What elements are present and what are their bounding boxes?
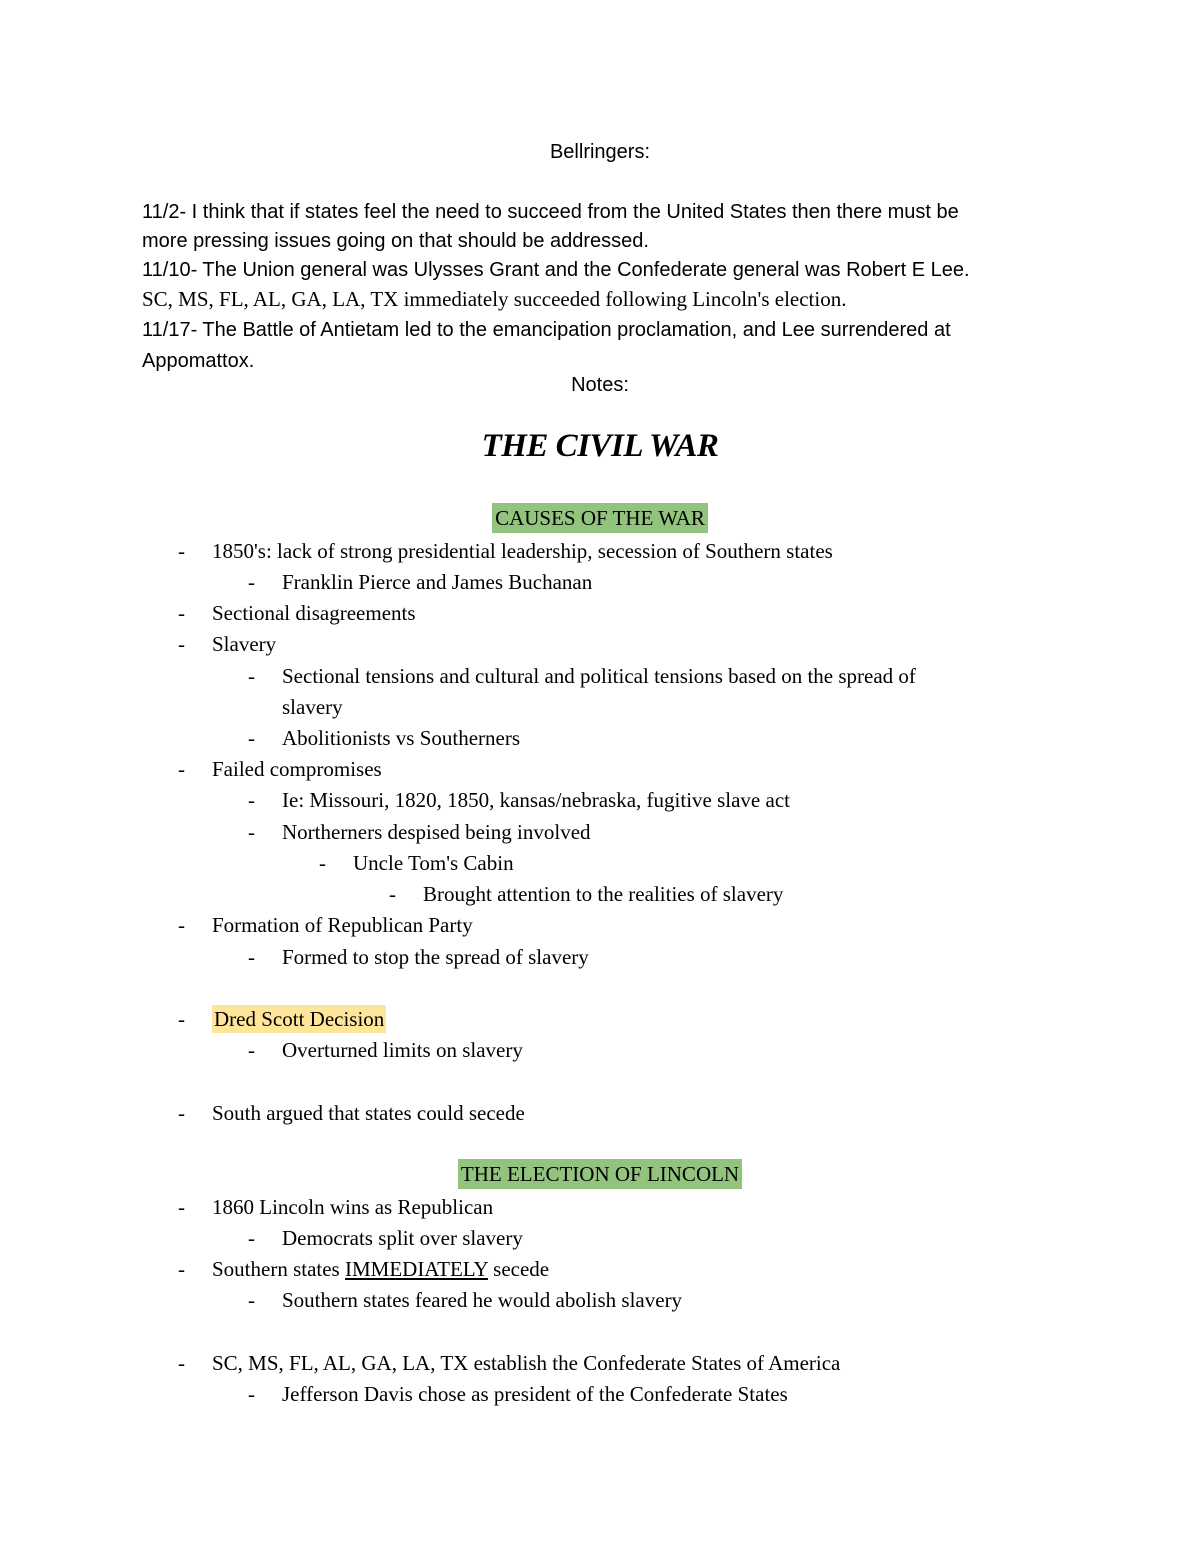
bellringer-line: Appomattox. bbox=[142, 350, 255, 372]
list-item bbox=[248, 1224, 523, 1252]
list-item bbox=[178, 1005, 386, 1033]
list-item bbox=[248, 1380, 788, 1408]
bullet-dash: - bbox=[248, 1226, 255, 1250]
bullet-dash: - bbox=[389, 882, 396, 906]
list-item bbox=[248, 818, 591, 846]
underlined-text: IMMEDIATELY bbox=[344, 1257, 488, 1281]
bullet-dash: - bbox=[319, 851, 326, 875]
list-item-text: Uncle Tom's Cabin bbox=[353, 851, 514, 875]
list-item-text: Sectional disagreements bbox=[212, 601, 416, 625]
bullet-dash: - bbox=[178, 757, 185, 781]
list-item-text: Formation of Republican Party bbox=[212, 913, 473, 937]
section-heading-label: THE ELECTION OF LINCOLN bbox=[458, 1159, 742, 1189]
bellringers-title: Bellringers: bbox=[549, 141, 651, 163]
bellringer-line: 11/2- I think that if states feel the need to succeed from the United States then there must be bbox=[142, 201, 959, 223]
bullet-dash: - bbox=[248, 664, 255, 688]
section-heading-election bbox=[0, 1162, 1200, 1187]
list-item bbox=[389, 880, 784, 908]
list-item-text: Brought attention to the realities of slavery bbox=[423, 882, 784, 906]
list-item bbox=[248, 568, 593, 596]
bullet-dash: - bbox=[248, 945, 255, 969]
bullet-dash: - bbox=[178, 913, 185, 937]
list-item-text: Jefferson Davis chose as president of the Confederate States bbox=[282, 1382, 788, 1406]
bullet-dash: - bbox=[178, 601, 185, 625]
bullet-dash: - bbox=[248, 1288, 255, 1312]
bullet-dash: - bbox=[248, 570, 255, 594]
notes-label: Notes: bbox=[571, 374, 629, 396]
list-item-continuation bbox=[282, 693, 343, 721]
bellringer-line: more pressing issues going on that should be addressed. bbox=[142, 230, 649, 252]
list-item-text: Democrats split over slavery bbox=[282, 1226, 523, 1250]
list-item bbox=[178, 630, 277, 658]
list-item-text: Southern states bbox=[212, 1257, 345, 1281]
list-item-text: Slavery bbox=[212, 632, 277, 656]
bellringer-line: SC, MS, FL, AL, GA, LA, TX immediately succeeded following Lincoln's election. bbox=[142, 287, 847, 311]
list-item-text: SC, MS, FL, AL, GA, LA, TX establish the Confederate States of America bbox=[212, 1351, 841, 1375]
list-item-text: Abolitionists vs Southerners bbox=[282, 726, 521, 750]
list-item-text: 1860 Lincoln wins as Republican bbox=[212, 1195, 494, 1219]
list-item-text: Franklin Pierce and James Buchanan bbox=[282, 570, 593, 594]
page-title: THE CIVIL WAR bbox=[481, 428, 719, 464]
list-item bbox=[248, 724, 521, 752]
bullet-dash: - bbox=[178, 1007, 185, 1031]
list-item-text: secede bbox=[487, 1257, 550, 1281]
list-item bbox=[178, 1193, 494, 1221]
list-item-text: Ie: Missouri, 1820, 1850, kansas/nebraska, fugitive slave act bbox=[282, 788, 790, 812]
bullet-dash: - bbox=[178, 539, 185, 563]
list-item-text: Formed to stop the spread of slavery bbox=[282, 945, 589, 969]
list-item bbox=[178, 1255, 550, 1283]
bullet-dash: - bbox=[178, 1195, 185, 1219]
list-item bbox=[248, 786, 790, 814]
bullet-dash: - bbox=[248, 1382, 255, 1406]
list-item-text: Northerners despised being involved bbox=[282, 820, 591, 844]
list-item-text: slavery bbox=[282, 695, 343, 719]
list-item-text: Overturned limits on slavery bbox=[282, 1038, 523, 1062]
bullet-dash: - bbox=[248, 726, 255, 750]
list-item bbox=[319, 849, 514, 877]
highlighted-item-text: Dred Scott Decision bbox=[214, 1007, 385, 1031]
list-item bbox=[248, 943, 589, 971]
list-item bbox=[248, 1286, 683, 1314]
list-item bbox=[178, 911, 473, 939]
bullet-dash: - bbox=[178, 1351, 185, 1375]
bellringer-line: 11/10- The Union general was Ulysses Grant and the Confederate general was Robert E Lee. bbox=[142, 259, 970, 281]
bellringer-line: 11/17- The Battle of Antietam led to the emancipation proclamation, and Lee surrendered at bbox=[142, 319, 951, 341]
bullet-dash: - bbox=[178, 1101, 185, 1125]
list-item-text: Failed compromises bbox=[212, 757, 382, 781]
list-item-text: Southern states feared he would abolish slavery bbox=[282, 1288, 683, 1312]
list-item-text: South argued that states could secede bbox=[212, 1101, 525, 1125]
bullet-dash: - bbox=[248, 820, 255, 844]
list-item bbox=[178, 537, 833, 565]
list-item bbox=[178, 1349, 841, 1377]
bullet-dash: - bbox=[248, 1038, 255, 1062]
list-item bbox=[178, 1099, 525, 1127]
list-item bbox=[248, 1036, 523, 1064]
section-heading-label: CAUSES OF THE WAR bbox=[492, 503, 708, 533]
bullet-dash: - bbox=[178, 1257, 185, 1281]
section-heading-causes bbox=[0, 506, 1200, 531]
bullet-dash: - bbox=[248, 788, 255, 812]
bullet-dash: - bbox=[178, 632, 185, 656]
list-item bbox=[248, 662, 916, 690]
list-item bbox=[178, 755, 382, 783]
list-item-text: 1850's: lack of strong presidential leadership, secession of Southern states bbox=[212, 539, 833, 563]
list-item-text: Sectional tensions and cultural and political tensions based on the spread of bbox=[282, 664, 916, 688]
list-item bbox=[178, 599, 416, 627]
